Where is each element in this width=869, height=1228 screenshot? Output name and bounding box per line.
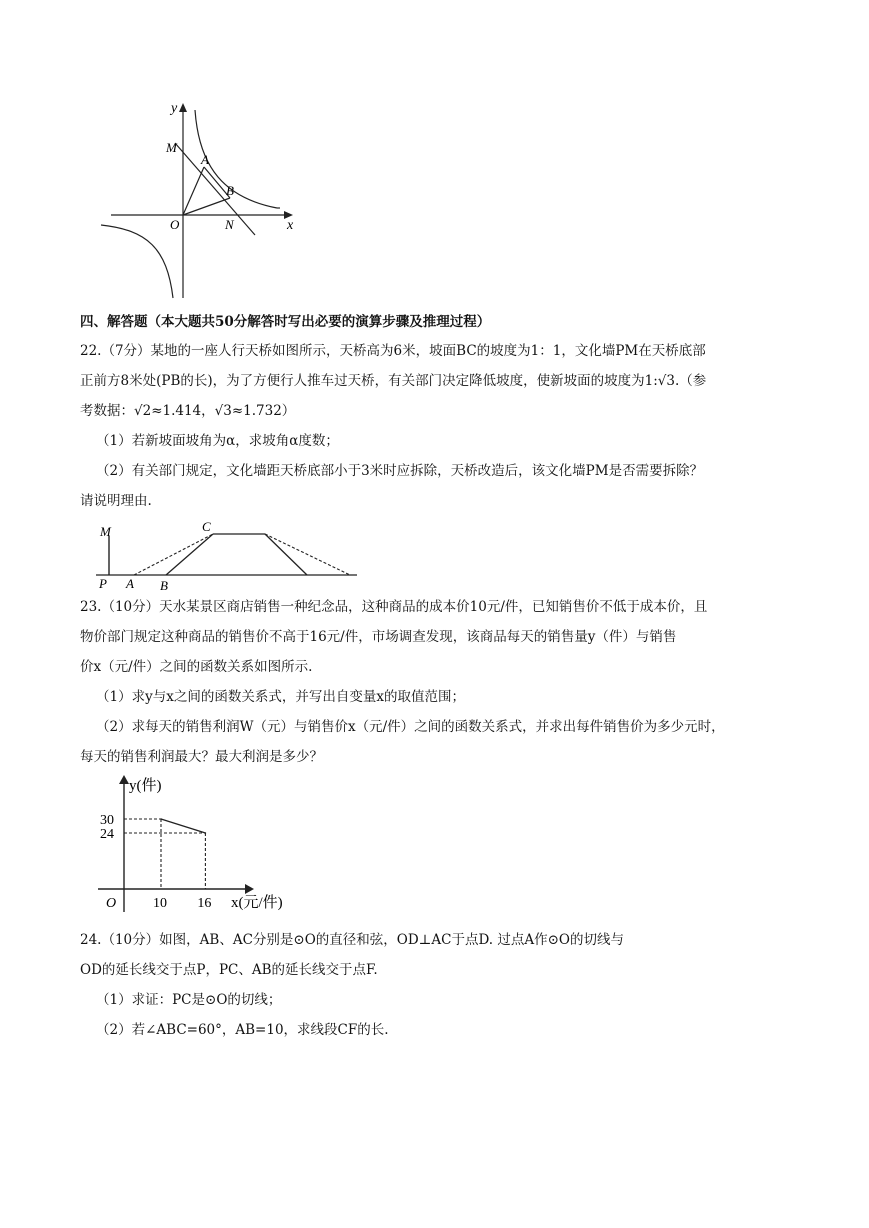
- chart-ytick-24: 24: [100, 827, 114, 843]
- chart-series-line: [161, 819, 205, 833]
- q22-part1: （1）若新坡面坡角为α，求坡角α度数；: [96, 433, 339, 449]
- q22-part2: （2）有关部门规定，文化墙距天桥底部小于3米时应拆除，天桥改造后，该文化墙PM是否需要拆除？: [96, 463, 704, 479]
- new-slope-right: [265, 534, 350, 575]
- chart-ytick-30: 30: [100, 813, 114, 829]
- q23-line3: 价x（元/件）之间的函数关系如图所示.: [80, 659, 313, 675]
- slope-bc: [166, 534, 213, 575]
- q24-line1: 24.（10分）如图，AB、AC分别是⊙O的直径和弦，OD⊥AC于点D. 过点A作⊙O的切线与: [80, 932, 624, 948]
- q22-part2b: 请说明理由.: [80, 493, 152, 509]
- chart-x-axis-arrow: [245, 884, 254, 894]
- segment-oa: [183, 167, 204, 215]
- chart-xtick-16: 16: [197, 896, 212, 911]
- chart-y-axis-arrow: [119, 775, 129, 784]
- q24-part2: （2）若∠ABC=60°，AB=10，求线段CF的长.: [96, 1022, 389, 1038]
- q23-line2: 物价部门规定这种商品的销售价不高于16元/件，市场调查发现，该商品每天的销售量y（件）与销售: [80, 629, 677, 645]
- label-c2: C: [202, 519, 211, 534]
- label-m: M: [166, 140, 177, 155]
- q23-part2b: 每天的销售利润最大？最大利润是多少？: [80, 749, 323, 765]
- q23-line1: 23.（10分）天水某景区商店销售一种纪念品，这种商品的成本价10元/件，已知销售价不低于成本价，且: [80, 599, 708, 615]
- hyperbola-branch-2: [101, 225, 173, 298]
- chart-xtick-10: 10: [153, 896, 167, 911]
- label-b2: B: [160, 578, 168, 592]
- q22-line2: 正前方8米处(PB的长)，为了方便行人推车过天桥，有关部门决定降低坡度，使新坡面的坡度为1:√3.（参: [80, 373, 707, 389]
- line-mn: [175, 143, 255, 235]
- q22-line1: 22.（7分）某地的一座人行天桥如图所示，天桥高为6米，坡面BC的坡度为1：1，文化墙PM在天桥底部: [80, 343, 706, 359]
- segment-ob: [183, 198, 230, 215]
- q22-line3: 考数据：√2≈1.414，√3≈1.732）: [80, 403, 296, 419]
- label-a: A: [201, 152, 209, 167]
- label-y: y: [171, 101, 178, 116]
- slope-right: [265, 534, 307, 575]
- figure-bridge-diagram: [92, 518, 362, 592]
- label-p2: P: [99, 576, 107, 591]
- label-a2: A: [126, 576, 134, 591]
- chart-xlabel: x(元/件): [231, 895, 283, 911]
- q24-line2: OD的延长线交于点P，PC、AB的延长线交于点F.: [80, 962, 378, 978]
- label-b: B: [226, 183, 234, 198]
- chart-origin-label: O: [106, 896, 117, 911]
- sales-chart: [92, 770, 312, 915]
- label-x: x: [287, 218, 294, 233]
- q23-part2: （2）求每天的销售利润W（元）与销售价x（元/件）之间的函数关系式，并求出每件销售价为多少元时，: [96, 719, 725, 735]
- section-title: 四、解答题（本大题共50分解答时写出必要的演算步骤及推理过程）: [80, 314, 491, 330]
- y-axis-arrow: [179, 103, 187, 112]
- label-n: N: [225, 217, 234, 232]
- label-o: O: [170, 217, 180, 232]
- figure-hyperbola-diagram: [95, 98, 305, 303]
- label-m2: M: [100, 524, 111, 539]
- q23-part1: （1）求y与x之间的函数关系式，并写出自变量x的取值范围；: [96, 689, 465, 705]
- q24-part1: （1）求证：PC是⊙O的切线；: [96, 992, 282, 1008]
- chart-ylabel: y(件): [129, 778, 162, 794]
